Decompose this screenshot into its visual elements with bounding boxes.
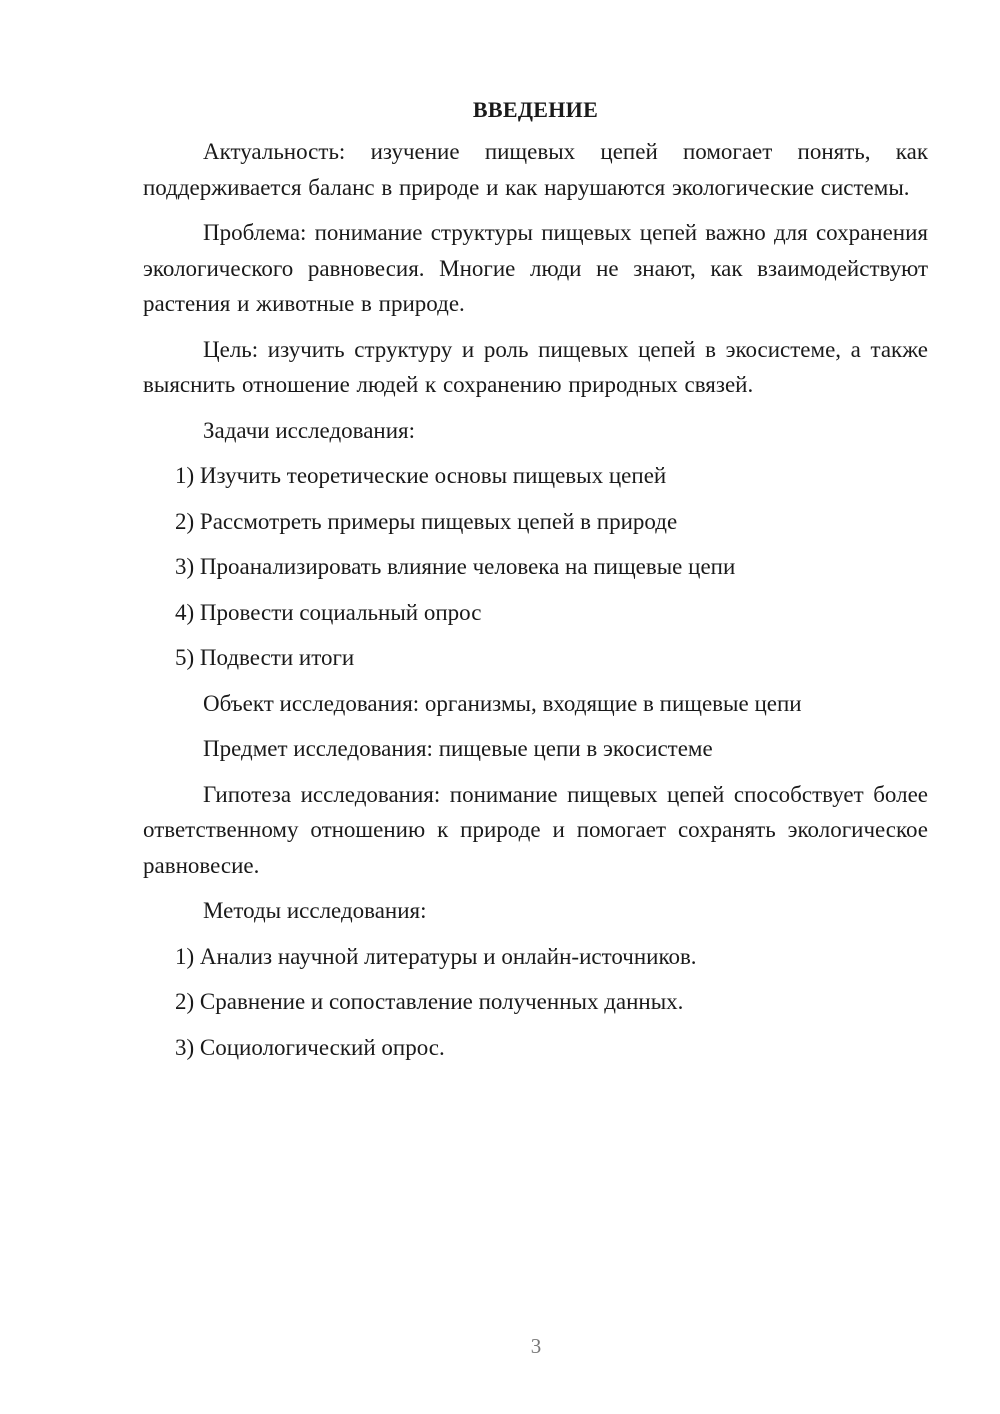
task-item: 1) Изучить теоретические основы пищевых цепей <box>175 463 667 488</box>
method-item: 3) Социологический опрос. <box>175 1034 445 1060</box>
task-item: 5) Подвести итоги <box>175 645 355 670</box>
page-content <box>143 96 928 1075</box>
hypothesis-paragraph: Гипотеза исследования: понимание пищевых цепей способствует более ответственному отношению к природе и помогает сохранять экологическое равновесие. <box>143 781 928 878</box>
method-item: 2) Сравнение и сопоставление полученных данных. <box>175 989 684 1014</box>
page-number: 3 <box>530 1334 542 1358</box>
relevance-paragraph: Актуальность: изучение пищевых цепей помогает понять, как поддерживается баланс в природе и как нарушаются экологические системы. <box>143 139 928 200</box>
research-subject: Предмет исследования: пищевые цепи в экосистеме <box>203 736 713 761</box>
problem-paragraph: Проблема: понимание структуры пищевых цепей важно для сохранения экологического равновесия. Многие люди не знают, как взаимодействуют растения и животные в природе. <box>143 220 928 316</box>
task-item: 3) Проанализировать влияние человека на пищевые цепи <box>175 554 736 579</box>
task-item: 4) Провести социальный опрос <box>175 599 482 625</box>
method-item: 1) Анализ научной литературы и онлайн-источников. <box>175 943 697 969</box>
methods-heading: Методы исследования: <box>203 898 427 923</box>
goal-paragraph: Цель: изучить структуру и роль пищевых цепей в экосистеме, а также выяснить отношение людей к сохранению природных связей. <box>143 336 928 397</box>
section-title: ВВЕДЕНИЕ <box>472 97 599 122</box>
research-object: Объект исследования: организмы, входящие в пищевые цепи <box>203 690 802 716</box>
tasks-heading: Задачи исследования: <box>203 417 416 443</box>
task-item: 2) Рассмотреть примеры пищевых цепей в природе <box>175 508 678 534</box>
